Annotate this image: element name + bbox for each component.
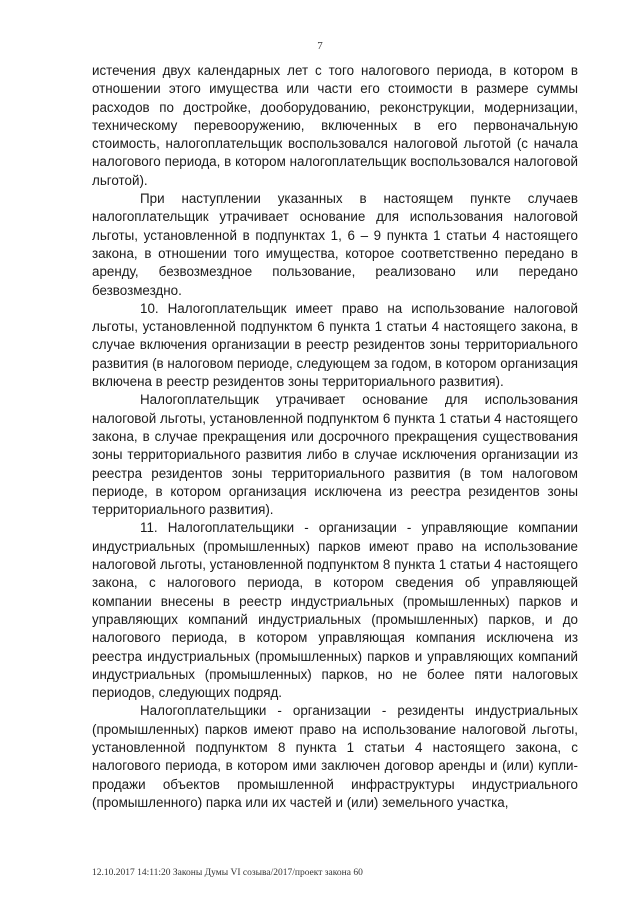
document-body (92, 62, 578, 812)
paragraph-5: 11. Налогоплательщики - организации - управляющие компании индустриальных (промышленных) парков имеют право на использование налоговой льготы, установленной подпунктом 8 пункта 1 статьи 4 настоящего закона, с налогового периода, в котором сведения об управляющей компании внесены в реестр индустриальных (промышленных) парков и управляющих компаний индустриальных (промышленных) парков, и до налогового периода, в котором управляющая компания исключена из реестра индустриальных (промышленных) парков и управляющих компаний индустриальных (промышленных) парков, но не более пяти налоговых периодов, следующих подряд. (92, 520, 578, 701)
paragraph-3: 10. Налогоплательщик имеет право на использование налоговой льготы, установленной подпунктом 6 пункта 1 статьи 4 настоящего закона, в случае включения организации в реестр резидентов зоны территориального развития (в налоговом периоде, следующем за годом, в котором организация включена в реестр резидентов зоны территориального развития). (92, 300, 578, 390)
paragraph-4: Налогоплательщик утрачивает основание для использования налоговой льготы, установленной подпунктом 6 пункта 1 статьи 4 настоящего закона, в случае прекращения или досрочного прекращения существования зоны территориального развития либо в случае исключения организации из реестра резидентов зоны территориального развития (в том налоговом периоде, в котором организация исключена из реестра резидентов зоны территориального развития). (92, 392, 578, 518)
document-footer: 12.10.2017 14:11:20 Законы Думы VI созыва/2017/проект закона 60 (92, 868, 363, 878)
paragraph-6: Налогоплательщики - организации - резиденты индустриальных (промышленных) парков имеют право на использование налоговой льготы, установленной подпунктом 8 пункта 1 статьи 4 настоящего закона, с налогового периода, в котором ими заключен договор аренды и (или) купли-продажи объектов промышленной инфраструктуры индустриального (промышленного) парка или их частей и (или) земельного участка, (92, 703, 578, 810)
paragraph-2: При наступлении указанных в настоящем пункте случаев налогоплательщик утрачивает основание для использования налоговой льготы, установленной в подпунктах 1, 6 – 9 пункта 1 статьи 4 настоящего закона, в отношении того имущества, которое соответственно передано в аренду, безвозмездное пользование, реализовано или передано безвозмездно. (92, 191, 578, 298)
page-number: 7 (317, 40, 323, 52)
paragraph-1: истечения двух календарных лет с того налогового периода, в котором в отношении этого имущества или части его стоимости в размере суммы расходов по достройке, дооборудованию, реконструкции, модернизации, техническому перевооружению, включенных в его первоначальную стоимость, налогоплательщик воспользовался налоговой льготой (с начала налогового периода, в котором налогоплательщик воспользовался налоговой льготой). (92, 63, 578, 188)
